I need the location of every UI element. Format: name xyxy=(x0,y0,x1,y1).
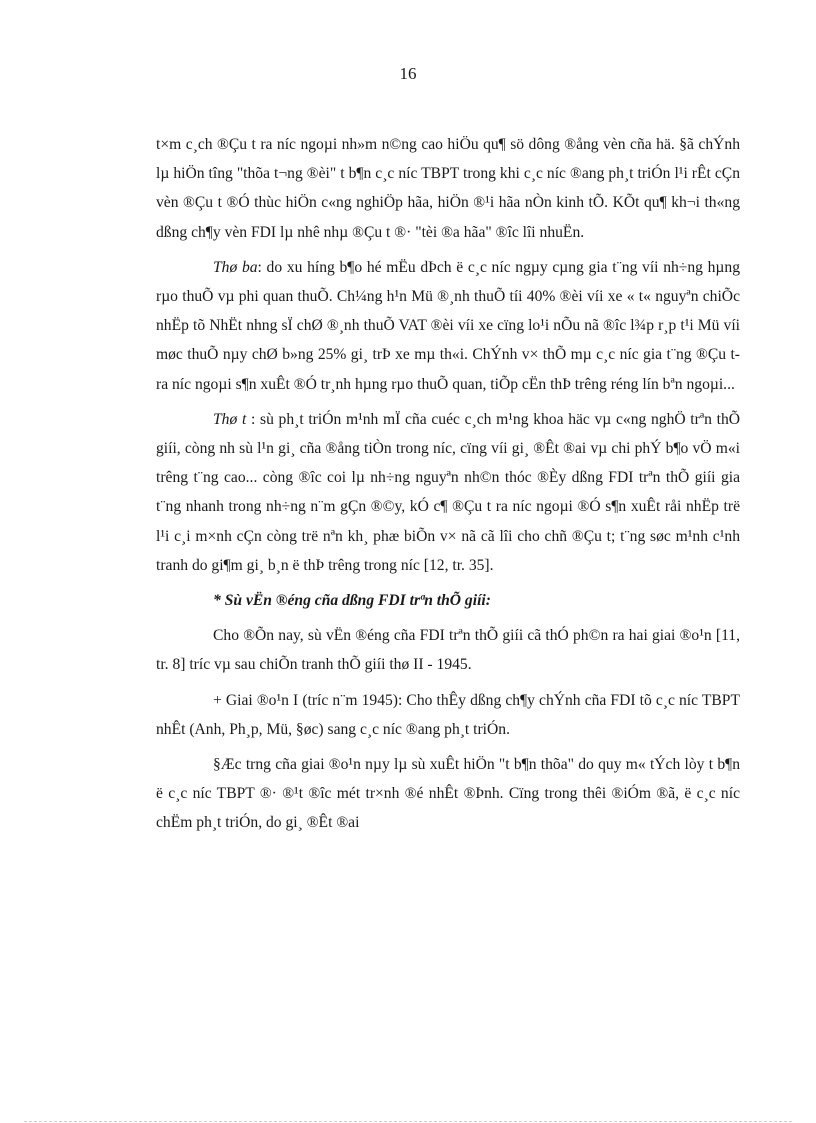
paragraph-2 xyxy=(156,253,740,399)
paragraph-4 xyxy=(156,621,740,679)
paragraph-3 xyxy=(156,405,740,580)
paragraph-text: t×m c¸ch ®Çu t ra níc ngoµi nh»m n©ng cao hiÖu qu¶ sö dông ®ång vèn cña hä. §ã chÝnh lµ hiÖn tîng "thõa t¬ng ®èi" t b¶n c¸c níc TBPT trong khi c¸c níc ®ang ph¸t triÓn l¹i rÊt cÇn vèn ®Çu t ®Ó thùc hiÖn c«ng nghiÖp hãa, hiÖn ®¹i hãa nÒn kinh tÕ. KÕt qu¶ kh¬i th«ng dßng ch¶y vèn FDI lµ nhê nhµ ®Çu t ®· "tèi ®a hãa" ®îc lîi nhuËn. xyxy=(156,136,740,241)
body-text xyxy=(156,130,740,844)
paragraph-1 xyxy=(156,130,740,247)
paragraph-text: + Giai ®o¹n I (tríc n¨m 1945): Cho thÊy dßng ch¶y chÝnh cña FDI tõ c¸c níc TBPT nhÊt (Anh, Ph¸p, Mü, §øc) sang c¸c níc ®ang ph¸t triÓn. xyxy=(156,691,740,738)
paragraph-5 xyxy=(156,686,740,744)
paragraph-lead: Thø ba xyxy=(213,258,258,276)
paragraph-6 xyxy=(156,750,740,838)
page-bottom-divider xyxy=(24,1121,792,1122)
paragraph-text: : sù ph¸t triÓn m¹nh mÏ cña cuéc c¸ch m¹ng khoa häc vµ c«ng nghÖ trªn thÕ giíi, còng nh sù l¹n gi¸ cña ®ång tiÒn trong níc, cïng víi gi¸ ®Êt ®ai vµ chi phÝ b¶o vÖ m«i trêng t¨ng cao... còng ®îc coi lµ nh÷ng nguyªn nh©n thóc ®Èy dßng FDI trªn thÕ giíi gia t¨ng nhanh trong nh÷ng n¨m gÇn ®©y, kÓ c¶ ®Çu t ra níc ngoµi ®Ó s¶n xuÊt råi nhËp trë l¹i c¸i m×nh cÇn còng trë nªn kh¸ phæ biÕn v× nã cã lîi cho chñ ®Çu t; t¨ng søc m¹nh c¹nh tranh do gi¶m gi¸ b¸n ë thÞ trêng trong níc [12, tr. 35]. xyxy=(156,410,741,574)
paragraph-text: §Æc trng cña giai ®o¹n nµy lµ sù xuÊt hiÖn "t b¶n thõa" do quy m« tÝch lòy t b¶n ë c¸c níc TBPT ®· ®¹t ®îc mét tr×nh ®é nhÊt ®Þnh. Cïng trong thêi ®iÓm ®ã, ë c¸c níc chËm ph¸t triÓn, do gi¸ ®Êt ®ai xyxy=(156,756,740,832)
page-number: 16 xyxy=(399,64,417,83)
paragraph-lead: Thø t xyxy=(213,410,247,428)
paragraph-text: : do xu híng b¶o hé mËu dÞch ë c¸c níc ngµy cµng gia t¨ng víi nh÷ng hµng rµo thuÕ vµ phi quan thuÕ. Ch¼ng h¹n Mü ®¸nh thuÕ tíi 40% ®èi víi xe « t« nguyªn chiÕc nhËp tõ NhËt nhng sÏ chØ ®¸nh thuÕ VAT ®èi víi xe cïng lo¹i nÕu nã ®îc l¾p r¸p t¹i Mü víi møc thuÕ nµy chØ b»ng 25% gi¸ trÞ xe mµ th«i. ChÝnh v× thÕ mµ c¸c níc gia t¨ng ®Çu t ra níc ngoµi s¶n xuÊt ®Ó tr¸nh hµng rµo thuÕ quan, tiÕp cËn thÞ trêng réng lín bªn ngoµi... xyxy=(156,258,740,393)
paragraph-text: Cho ®Õn nay, sù vËn ®éng cña FDI trªn thÕ giíi cã thÓ ph©n ra hai giai ®o¹n [11, tr. 8] tríc vµ sau chiÕn tranh thÕ giíi thø II - 1945. xyxy=(156,627,740,674)
section-heading: * Sù vËn ®éng cña dßng FDI trªn thÕ giíi: xyxy=(213,592,491,610)
